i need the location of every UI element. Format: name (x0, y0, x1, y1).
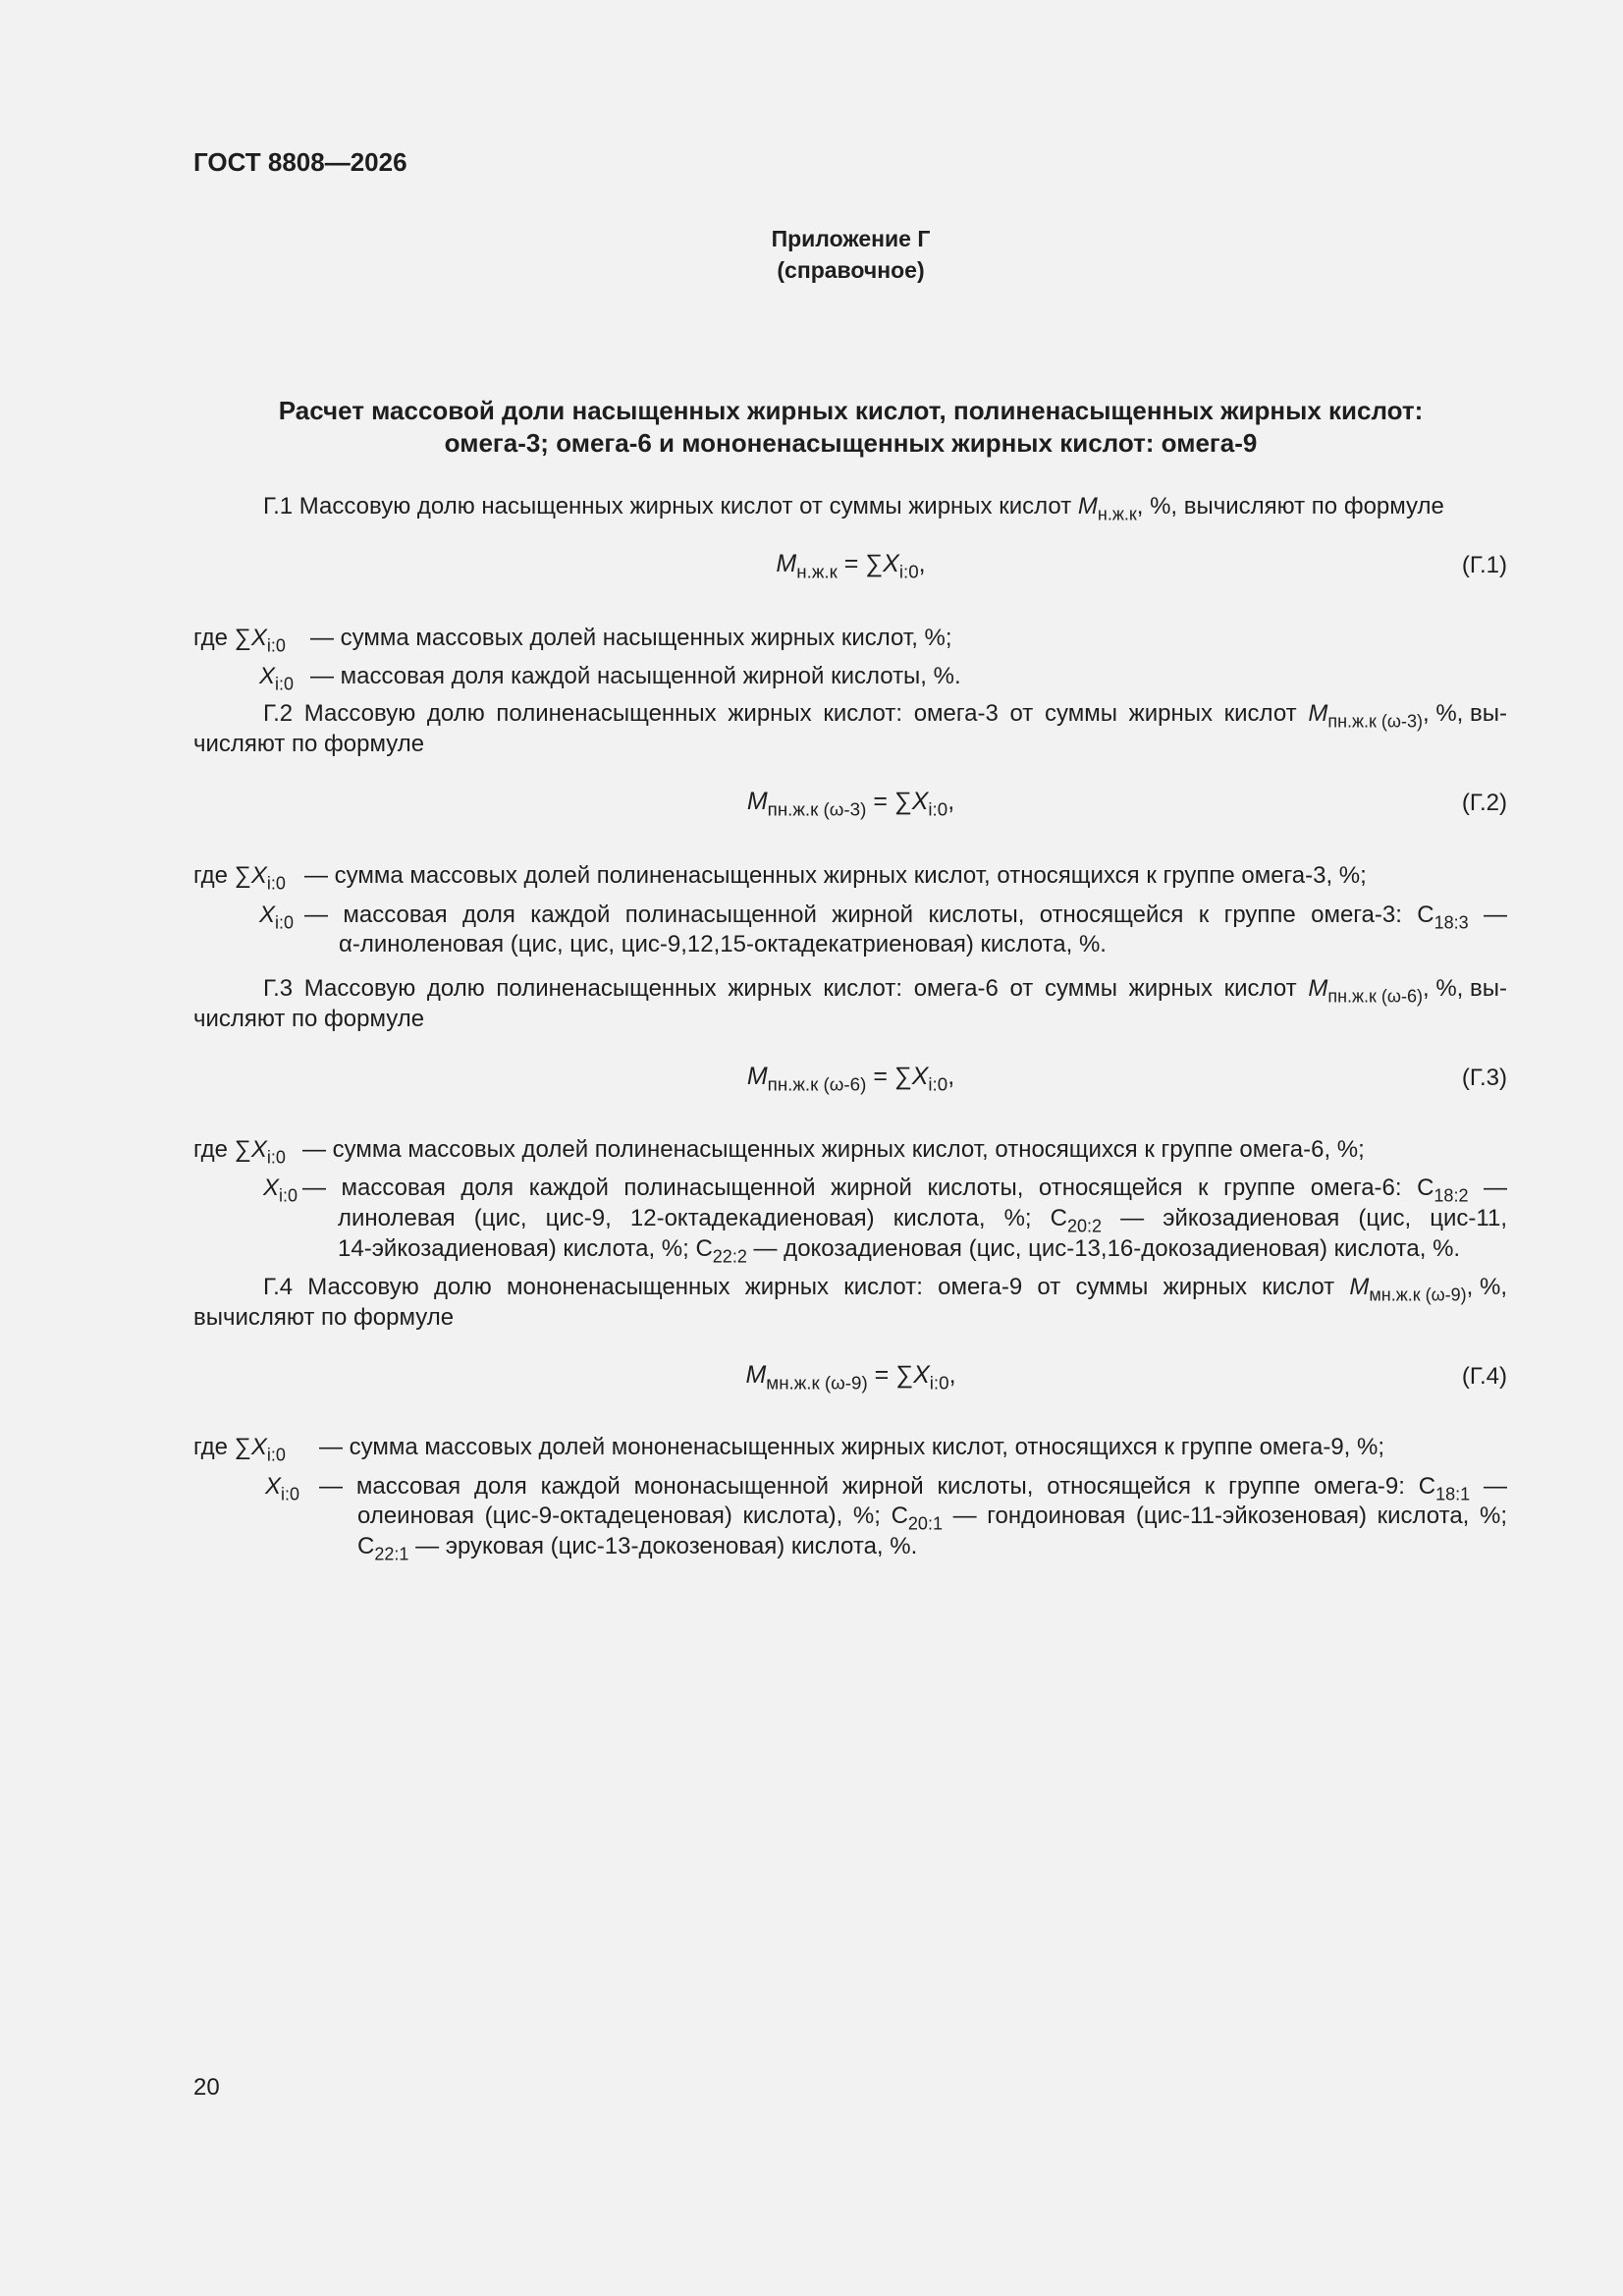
clause-g4: Г.4 Массовую долю мононенасыщенных жирных кислот: омега-9 от суммы жирных кислот $M_{мн.ж.к (\omega-9)}$, %, (263, 1274, 1508, 1305)
formula-number-g4: (Г.4) (1461, 1363, 1507, 1390)
definition-g1-sum: — сумма массовых долей насыщенных жирных кислот, %; (310, 625, 952, 651)
appendix-title: Приложение Г (771, 226, 931, 251)
where-g1-sum: где $\sum X_{i:0}$ (193, 625, 286, 656)
definition-g4-x-line2: олеиновая (цис-9-октадеценовая) кислота), %; $C_{20:1}$ — гондоиновая (цис-11-эйкозеновая) кислота, %; (357, 1503, 1508, 1534)
definition-g4-x: — массовая доля каждой мононасыщенной жирной кислоты, относящейся к группе омега-9: $C_{18:1}$ — (319, 1473, 1507, 1504)
section-title-line1: Расчет массовой доли насыщенных жирных кислот, полиненасыщенных жирных кислот: (278, 396, 1424, 425)
where-g4-sum: где $\sum X_{i:0}$ (193, 1434, 286, 1465)
formula-g3: $M_{пн.ж.к (\omega-6)} = \sum X_{i:0}$, (746, 1063, 955, 1095)
formula-number-g2: (Г.2) (1461, 790, 1507, 816)
definition-g1-x: — массовая доля каждой насыщенной жирной кислоты, %. (310, 663, 961, 689)
document-code: ГОСТ 8808—2026 (193, 147, 407, 177)
formula-number-g1: (Г.1) (1461, 552, 1507, 578)
appendix-status: (справочное) (777, 257, 925, 283)
definition-g2-x: — массовая доля каждой полинасыщенной жирной кислоты, относящейся к группе омега-3: $C_{18:3}$ — (304, 902, 1507, 933)
formula-g2: $M_{пн.ж.к (\omega-3)} = \sum X_{i:0}$, (746, 788, 955, 820)
page-number: 20 (193, 2074, 220, 2101)
where-g1-x: $X_{i:0}$ (259, 663, 295, 694)
definition-g4-x-line3: $C_{22:1}$ — эруковая (цис-13-докозеновая) кислота, %. (357, 1533, 918, 1564)
formula-number-g3: (Г.3) (1461, 1065, 1507, 1091)
definition-g3-x-line3: 14-эйкозадиеновая) кислота, %; $C_{22:2}$ — докозадиеновая (цис, цис-13,16-докозадиеновая) кислота, %. (338, 1235, 1461, 1267)
clause-g4-line2: вычисляют по формуле (193, 1304, 455, 1331)
where-g3-sum: где $\sum X_{i:0}$ (193, 1136, 286, 1168)
where-g3-x: $X_{i:0}$ (263, 1175, 298, 1206)
clause-g3: Г.3 Массовую долю полиненасыщенных жирных кислот: омега-6 от суммы жирных кислот $M_{пн.ж.к (\omega-6)}$, %, вы- (263, 975, 1507, 1007)
formula-g4: $M_{мн.ж.к (\omega-9)} = \sum X_{i:0}$, (745, 1361, 956, 1394)
where-g2-sum: где $\sum X_{i:0}$ (193, 862, 286, 894)
clause-g3-line2: числяют по формуле (193, 1006, 425, 1032)
formula-g1: $M_{н.ж.к} = \sum X_{i:0}$, (776, 550, 926, 582)
definition-g3-sum: — сумма массовых долей полиненасыщенных жирных кислот, относящихся к группе омега-6, %; (302, 1136, 1365, 1163)
clause-g2: Г.2 Массовую долю полиненасыщенных жирных кислот: омега-3 от суммы жирных кислот $M_{пн.ж.к (\omega-3)}$, %, вы- (263, 700, 1507, 732)
section-title-line2: омега-3; омега-6 и мононенасыщенных жирных кислот: омега-9 (444, 428, 1258, 458)
definition-g3-x: — массовая доля каждой полинасыщенной жирной кислоты, относящейся к группе омега-6: $C_{18:2}$ — (302, 1175, 1507, 1206)
where-g4-x: $X_{i:0}$ (265, 1473, 300, 1504)
definition-g4-sum: — сумма массовых долей мононенасыщенных жирных кислот, относящихся к группе омега-9, %; (319, 1434, 1385, 1460)
definition-g2-sum: — сумма массовых долей полиненасыщенных жирных кислот, относящихся к группе омега-3, %; (304, 862, 1367, 889)
clause-g2-line2: числяют по формуле (193, 731, 425, 757)
where-g2-x: $X_{i:0}$ (259, 902, 295, 933)
definition-g3-x-line2: линолевая (цис, цис-9, 12-октадекадиеновая) кислота, %; $C_{20:2}$ — эйкозадиеновая (цис, цис-11, (338, 1205, 1508, 1236)
clause-g1: Г.1 Массовую долю насыщенных жирных кислот от суммы жирных кислот $M_{н.ж.к}$, %, вычисляют по формуле (263, 493, 1444, 524)
definition-g2-x-line2: α-линоленовая (цис, цис, цис-9,12,15-октадекатриеновая) кислота, %. (339, 931, 1107, 957)
